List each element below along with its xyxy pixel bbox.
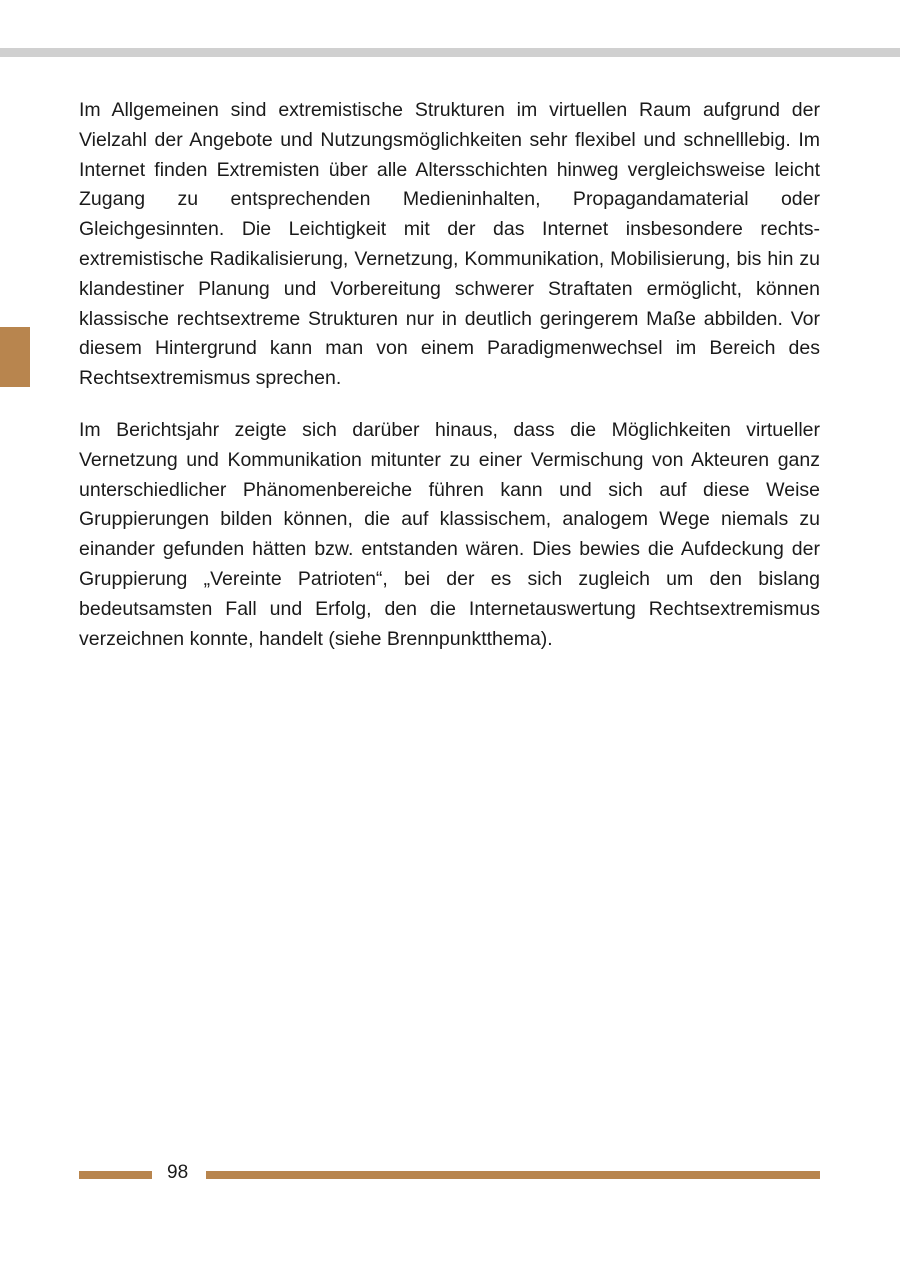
page-number: 98 [167,1162,189,1183]
main-text [79,96,820,676]
paragraph-1: Im Allgemeinen sind extremistische Strukturen im virtuellen Raum aufgrund der Vielzahl der Angebote und Nutzungsmöglichkeiten sehr flexibel und schnelllebig. Im Internet finden Extremisten über alle Altersschichten hinweg vergleichsweise leicht Zugang zu entsprechenden Medieninhalten, Propagandamaterial oder Gleichgesinnten. Die Leichtigkeit mit der das Internet insbesondere rechtsextremistische Radikalisierung, Vernetzung, Kommunikation, Mobilisierung, bis hin zu klandestiner Planung und Vorbereitung schwerer Straftaten ermöglicht, können klassische rechtsextreme Strukturen nur in deutlich geringerem Maße abbilden. Vor diesem Hintergrund kann man von einem Paradigmenwechsel im Bereich des Rechtsextremismus sprechen. [79,99,820,390]
header-rule [0,48,900,57]
page-footer [79,1160,820,1186]
footer-rule-left [79,1171,152,1179]
footer-rule-right [206,1171,820,1179]
paragraph-2: Im Berichtsjahr zeigte sich darüber hinaus, dass die Möglichkeiten virtueller Vernetzung und Kommunikation mitunter zu einer Vermischung von Akteuren ganz unterschiedlicher Phänomenbereiche führen kann und sich auf diese Weise Gruppierungen bilden können, die auf klassischem, analogem Wege niemals zu einander gefunden hätten bzw. entstanden wären. Dies bewies die Aufdeckung der Gruppierung „Vereinte Patrioten“, bei der es sich zugleich um den bislang bedeutsamsten Fall und Erfolg, den die Internetauswertung Rechtsextremismus verzeichnen konnte, handelt (siehe Brennpunktthema). [79,418,820,650]
chapter-marker-tab [0,327,30,387]
